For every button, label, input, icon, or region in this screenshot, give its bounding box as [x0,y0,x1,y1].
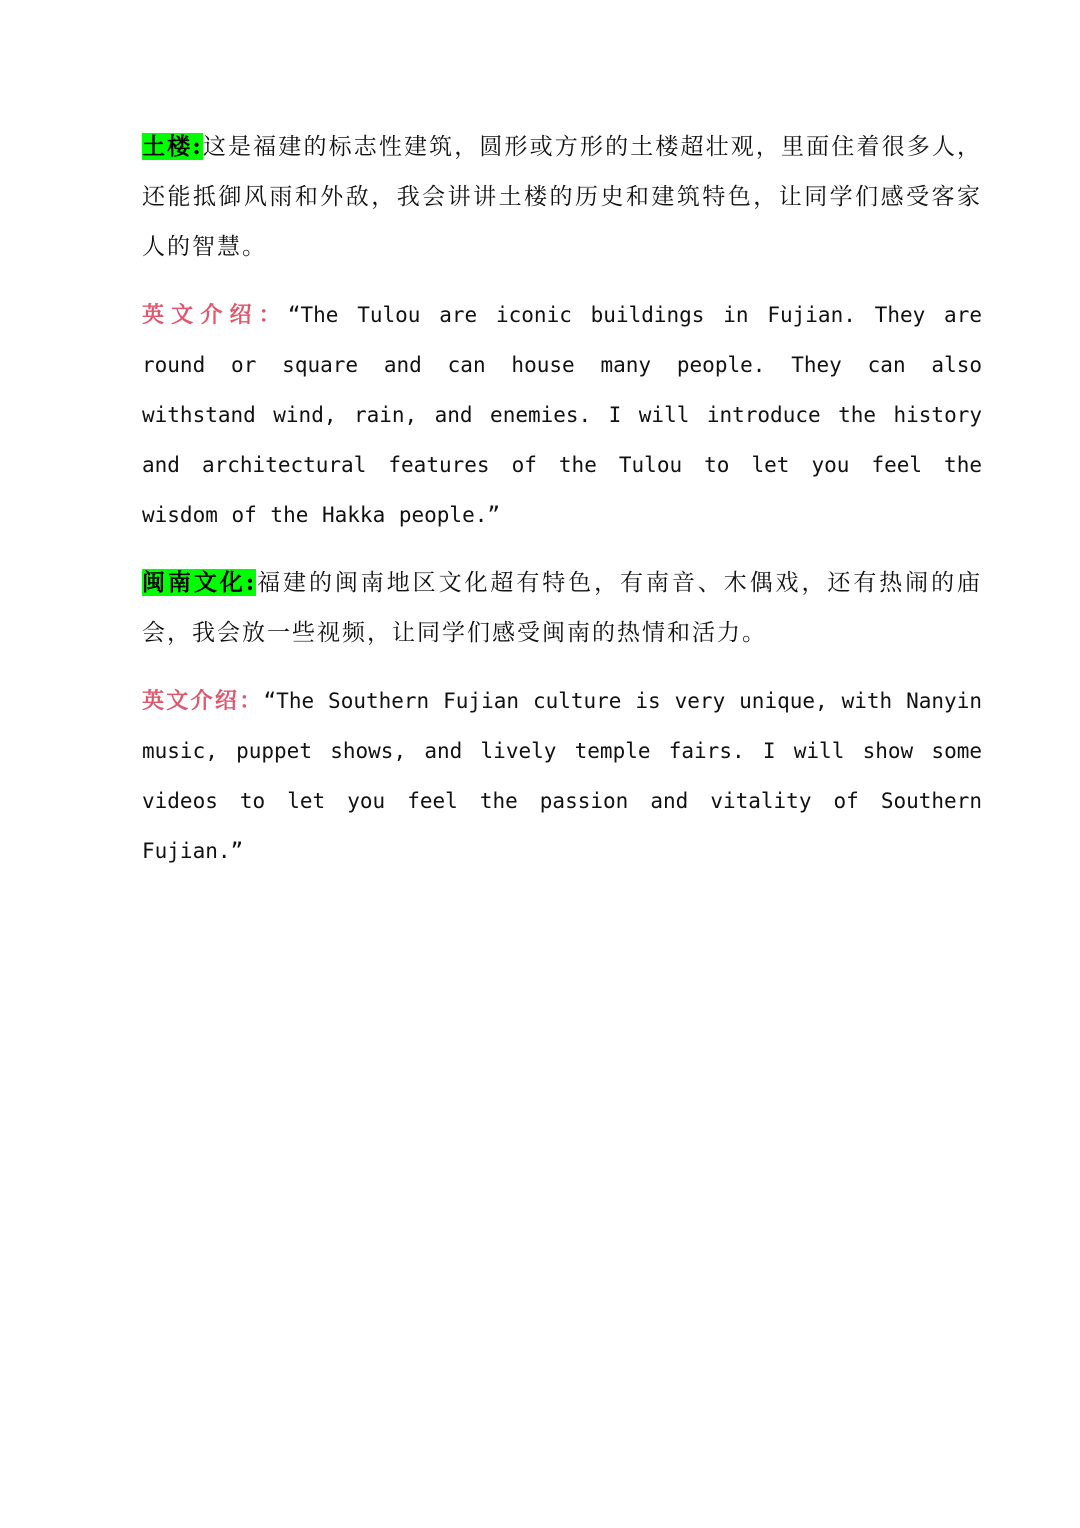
tulou-highlight-label: 土楼: [142,133,203,160]
tulou-english-label: 英文介绍： [142,302,288,328]
minnan-highlight-label: 闽南文化: [142,569,257,596]
minnan-chinese-text: 福建的闽南地区文化超有特色，有南音、木偶戏，还有热闹的庙会，我会放一些视频，让同学们感受闽南的热情和活力。 [142,570,982,646]
tulou-chinese-text: 这是福建的标志性建筑，圆形或方形的土楼超壮观，里面住着很多人，还能抵御风雨和外敌，我会讲讲土楼的历史和建筑特色，让同学们感受客家人的智慧。 [142,134,982,260]
minnan-chinese-paragraph [142,558,982,658]
tulou-english-text: “The Tulou are iconic buildings in Fujian. They are round or square and can house many people. They can also withstand wind, rain, and enemies. I will introduce the history and architectural features of the Tulou to let you feel the wisdom of the Hakka people.” [142,303,982,527]
minnan-english-label: 英文介绍： [142,688,264,714]
minnan-english-text: “The Southern Fujian culture is very unique, with Nanyin music, puppet shows, and lively temple fairs. I will show some videos to let you feel the passion and vitality of Southern Fujian.” [142,689,982,863]
minnan-english-paragraph [142,676,982,876]
document-page [142,122,982,894]
tulou-chinese-paragraph [142,122,982,272]
tulou-english-paragraph [142,290,982,540]
